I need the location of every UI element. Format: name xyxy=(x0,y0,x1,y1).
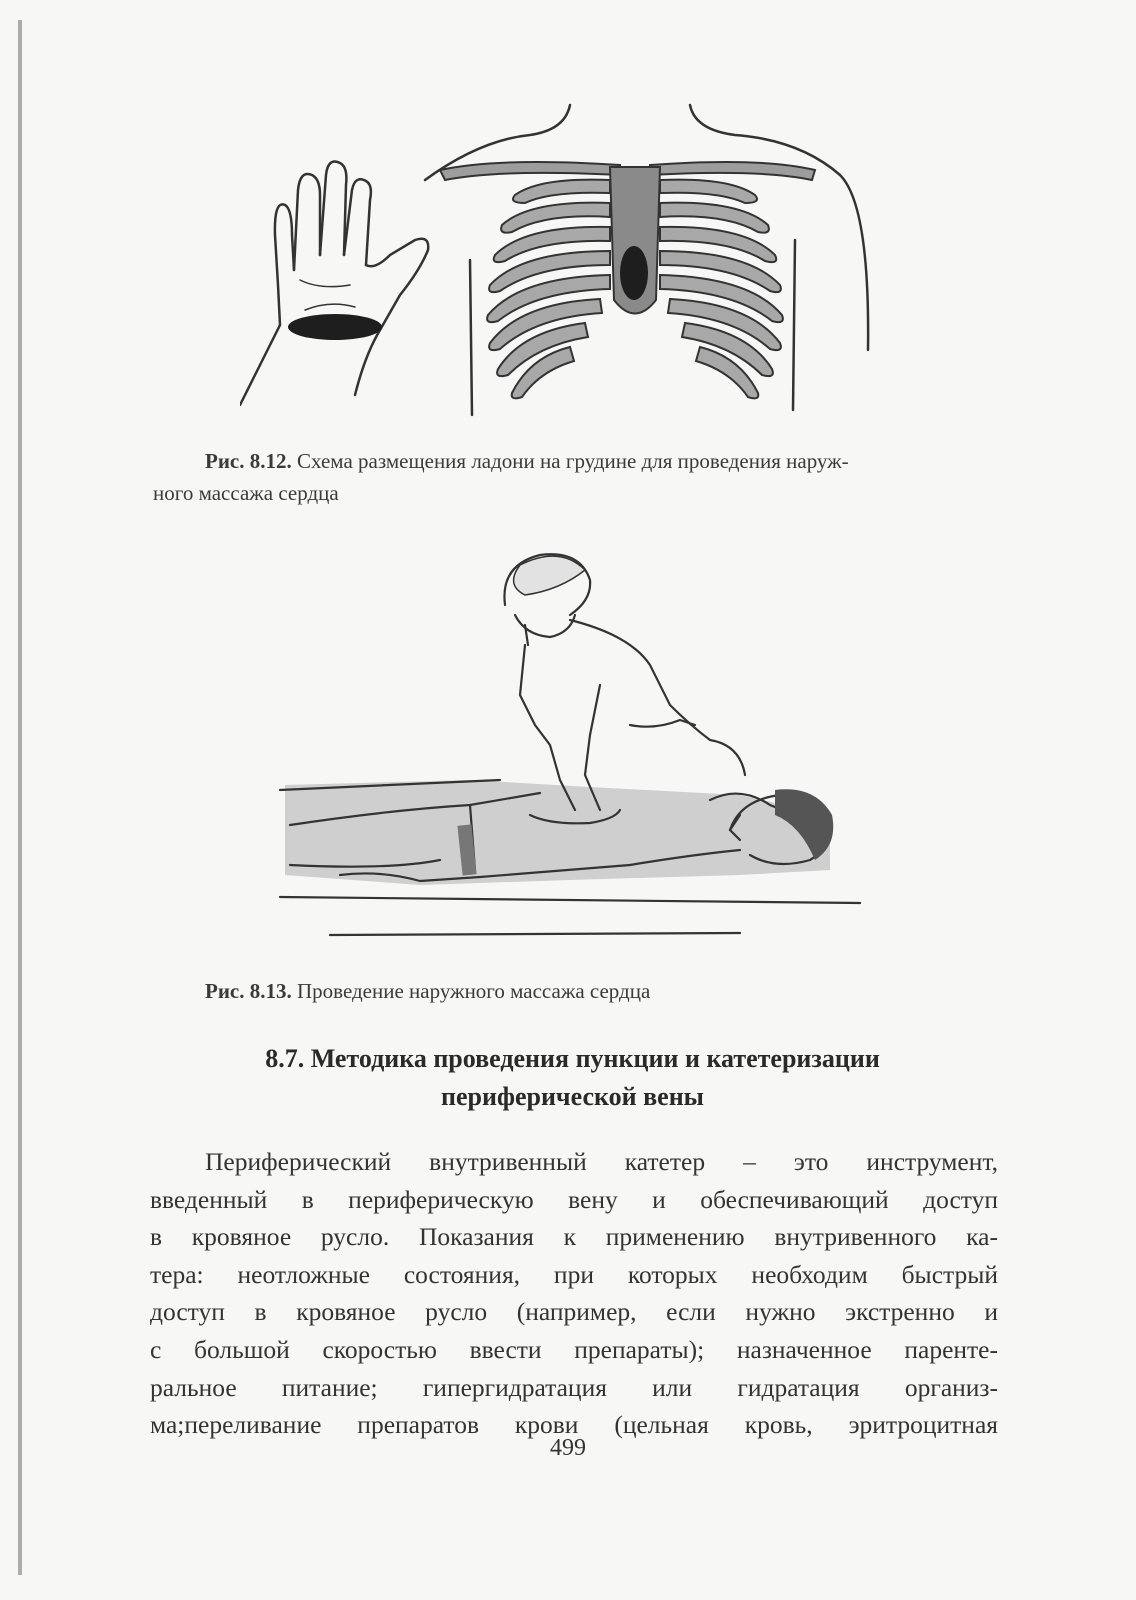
figure-palm-sternum-diagram xyxy=(240,95,910,425)
body-paragraph xyxy=(150,1143,998,1444)
section-heading xyxy=(145,1040,1000,1116)
paragraph-line: ральное питание; гипергидратация или гидратация организ- xyxy=(150,1372,998,1402)
section-heading-line: периферической вены xyxy=(441,1082,704,1111)
paragraph-line: в кровяное русло. Показания к применению внутривенного ка- xyxy=(150,1222,998,1252)
figure-label: Рис. 8.13. xyxy=(205,979,292,1003)
figure-cpr-illustration xyxy=(270,525,890,945)
figure-caption-8-13 xyxy=(205,975,650,1007)
scan-edge xyxy=(18,20,22,1575)
page-number: 499 xyxy=(550,1435,586,1461)
figure-label: Рис. 8.12. xyxy=(205,449,292,473)
paragraph-line: с большой скоростью ввести препараты); назначенное паренте- xyxy=(150,1334,998,1364)
paragraph-line: ма;переливание препаратов крови (цельная кровь, эритроцитная xyxy=(150,1410,998,1440)
figure-caption-text: Проведение наружного массажа сердца xyxy=(297,979,651,1003)
paragraph-line: Периферический внутривенный катетер – это инструмент, xyxy=(205,1147,998,1176)
figure-caption-line: ного массажа сердца xyxy=(153,481,339,505)
paragraph-line: введенный в периферическую вену и обеспечивающий доступ xyxy=(150,1184,998,1214)
figure-caption-8-12 xyxy=(153,445,998,509)
section-heading-line: 8.7. Методика проведения пункции и катетеризации xyxy=(265,1044,880,1073)
paragraph-line: тера: неотложные состояния, при которых необходим быстрый xyxy=(150,1259,998,1289)
paragraph-line: доступ в кровяное русло (например, если нужно экстренно и xyxy=(150,1297,998,1327)
figure-caption-line: Схема размещения ладони на грудине для проведения наруж- xyxy=(297,449,849,473)
